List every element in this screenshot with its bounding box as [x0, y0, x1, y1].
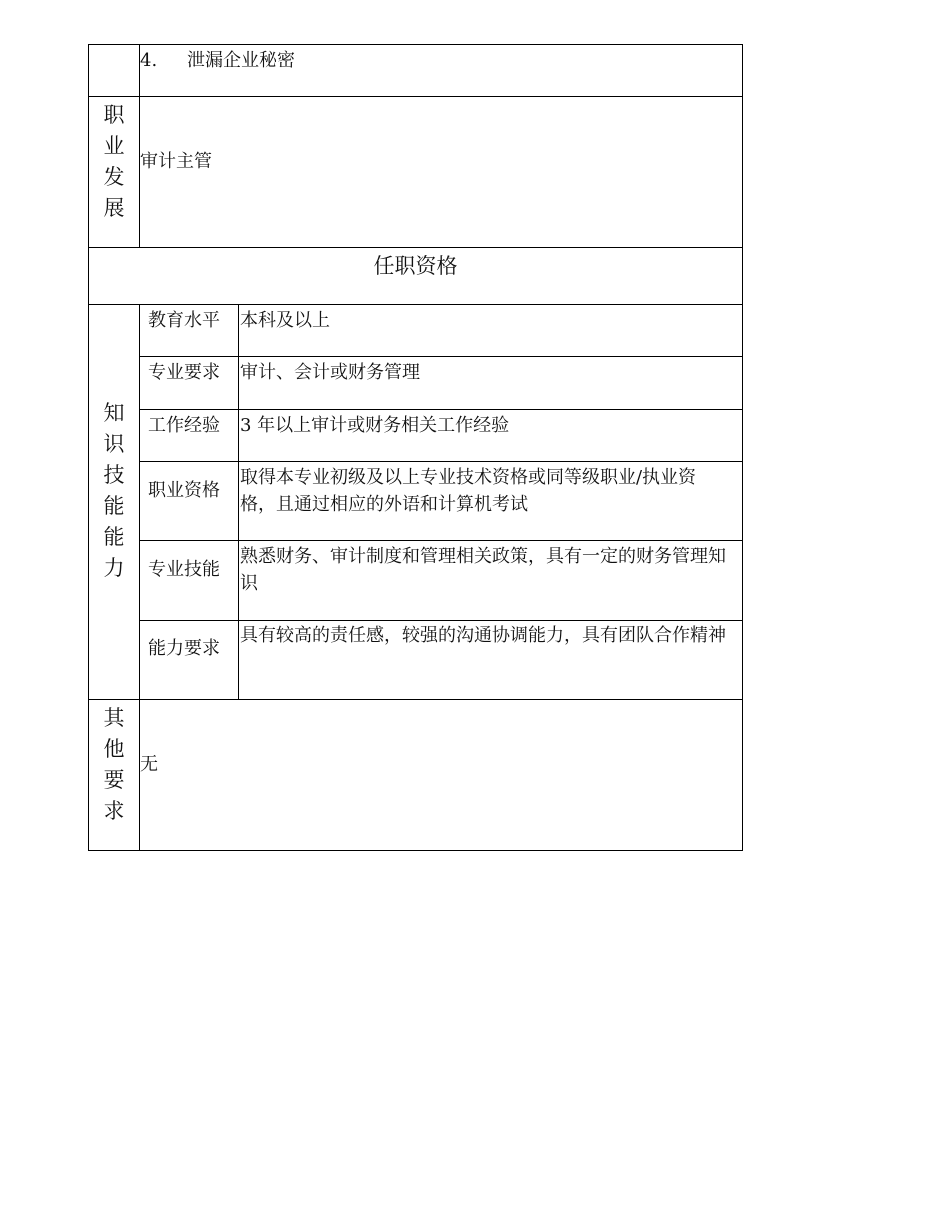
row-divider [139, 409, 743, 410]
professional-qualification-value: 取得本专业初级及以上专业技术资格或同等级职业/执业资格，且通过相应的外语和计算机考试 [240, 467, 697, 515]
row-divider [88, 247, 743, 248]
professional-qualification-label: 职业资格 [148, 480, 220, 501]
major-requirement-label: 专业要求 [148, 362, 220, 383]
qualification-section-title: 任职资格 [373, 254, 458, 278]
row-divider [139, 356, 743, 357]
major-requirement-value: 审计、会计或财务管理 [240, 362, 420, 383]
career-development-value: 审计主管 [140, 151, 212, 172]
other-requirements-value: 无 [140, 754, 158, 775]
work-experience-value: 3 年以上审计或财务相关工作经验 [240, 415, 510, 436]
work-experience-label: 工作经验 [148, 415, 220, 436]
row-divider [88, 304, 743, 305]
column-divider [139, 44, 140, 247]
other-requirements-label: 其 他 要 求 [103, 706, 125, 823]
responsibility-item-text: 泄漏企业秘密 [187, 50, 295, 71]
ability-requirement-value: 具有较高的责任感，较强的沟通协调能力，具有团队合作精神 [240, 625, 726, 646]
knowledge-skills-label: 知 识 技 能 能 力 [103, 401, 125, 580]
row-divider [139, 540, 743, 541]
professional-skills-value: 熟悉财务、审计制度和管理相关政策，具有一定的财务管理知识 [240, 546, 726, 594]
career-development-label: 职 业 发 展 [103, 103, 125, 220]
row-divider [88, 96, 743, 97]
education-level-value: 本科及以上 [240, 310, 330, 331]
column-divider [238, 304, 239, 699]
professional-skills-label: 专业技能 [148, 559, 220, 580]
ability-requirement-label: 能力要求 [148, 638, 220, 659]
row-divider [139, 620, 743, 621]
row-divider [139, 461, 743, 462]
education-level-label: 教育水平 [148, 310, 220, 331]
responsibility-item-number: 4. [140, 50, 158, 71]
row-divider [88, 699, 743, 700]
